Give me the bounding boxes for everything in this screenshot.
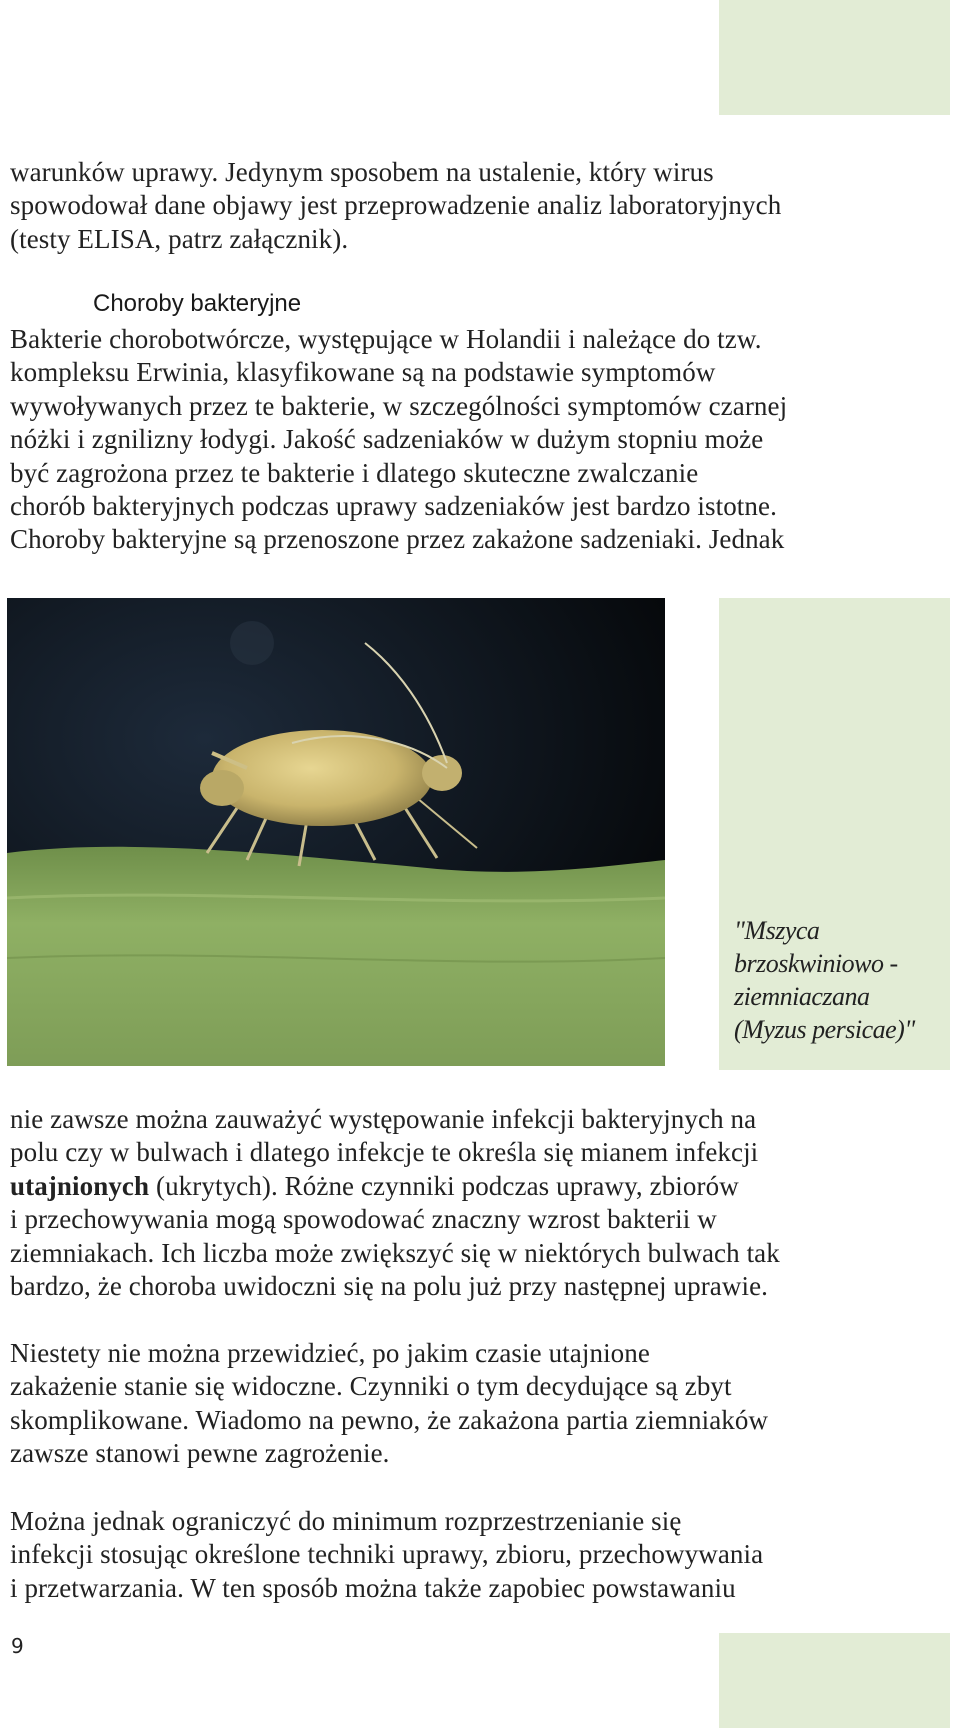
emphasized-term: utajnionych: [10, 1170, 150, 1201]
page-number: 9: [11, 1634, 24, 1658]
bacteria-paragraph: [10, 323, 950, 557]
text-line: skomplikowane. Wiadomo na pewno, że zakażona partia ziemniaków: [10, 1404, 769, 1435]
caption-line: ziemniaczana: [734, 982, 870, 1011]
text-line: bardzo, że choroba uwidoczni się na polu już przy następnej uprawie.: [10, 1271, 769, 1302]
latent-infection-paragraph: [10, 1103, 950, 1303]
text-line: kompleksu Erwinia, klasyfikowane są na podstawie symptomów: [10, 357, 716, 388]
text-line: ziemniakach. Ich liczba może zwiększyć się w niektórych bulwach tak: [10, 1237, 780, 1268]
caption-line: "Mszyca: [734, 916, 820, 945]
caption-line: brzoskwiniowo -: [734, 949, 898, 978]
text-line: chorób bakteryjnych podczas uprawy sadzeniaków jest bardzo istotne.: [10, 491, 777, 522]
limit-paragraph: [10, 1505, 950, 1605]
text-fragment: (ukrytych). Różne czynniki podczas uprawy, zbiorów: [149, 1170, 739, 1201]
decorative-panel-top: [719, 0, 950, 115]
text-line: wywoływanych przez te bakterie, w szczególności symptomów czarnej: [10, 390, 788, 421]
text-line: być zagrożona przez te bakterie i dlatego skuteczne zwalczanie: [10, 457, 699, 488]
text-line: (testy ELISA, patrz załącznik).: [10, 223, 349, 254]
section-heading: Choroby bakteryjne: [93, 290, 302, 317]
text-line: Bakterie chorobotwórcze, występujące w Holandii i należące do tzw.: [10, 324, 762, 354]
decorative-panel-bottom: [719, 1633, 950, 1728]
text-line: infekcji stosując określone techniki uprawy, zbioru, przechowywania: [10, 1539, 764, 1570]
text-line: nóżki i zgnilizny łodygi. Jakość sadzeniaków w dużym stopniu może: [10, 424, 764, 455]
unpredictable-paragraph: [10, 1337, 950, 1471]
text-line: Można jednak ograniczyć do minimum rozprzestrzenianie się: [10, 1506, 682, 1536]
caption-line: (Myzus persicae)": [734, 1015, 915, 1044]
figure-caption: [734, 914, 944, 1046]
text-line: i przetwarzania. W ten sposób można także zapobiec powstawaniu: [10, 1572, 736, 1603]
text-line: zawsze stanowi pewne zagrożenie.: [10, 1438, 390, 1469]
text-line: Niestety nie można przewidzieć, po jakim czasie utajnione: [10, 1338, 650, 1368]
text-line: polu czy w bulwach i dlatego infekcje te określa się mianem infekcji: [10, 1137, 759, 1168]
text-line: warunków uprawy. Jedynym sposobem na ustalenie, który wirus: [10, 157, 714, 187]
text-line: zakażenie stanie się widoczne. Czynniki o tym decydujące są zbyt: [10, 1371, 732, 1402]
intro-paragraph: [10, 156, 950, 256]
aphid-photo: [7, 598, 665, 1066]
text-line: Choroby bakteryjne są przenoszone przez zakażone sadzeniaki. Jednak: [10, 524, 785, 555]
text-line: spowodował dane objawy jest przeprowadzenie analiz laboratoryjnych: [10, 190, 782, 221]
text-line: i przechowywania mogą spowodować znaczny wzrost bakterii w: [10, 1204, 717, 1235]
text-line: [10, 1170, 950, 1203]
text-line: nie zawsze można zauważyć występowanie infekcji bakteryjnych na: [10, 1104, 757, 1134]
